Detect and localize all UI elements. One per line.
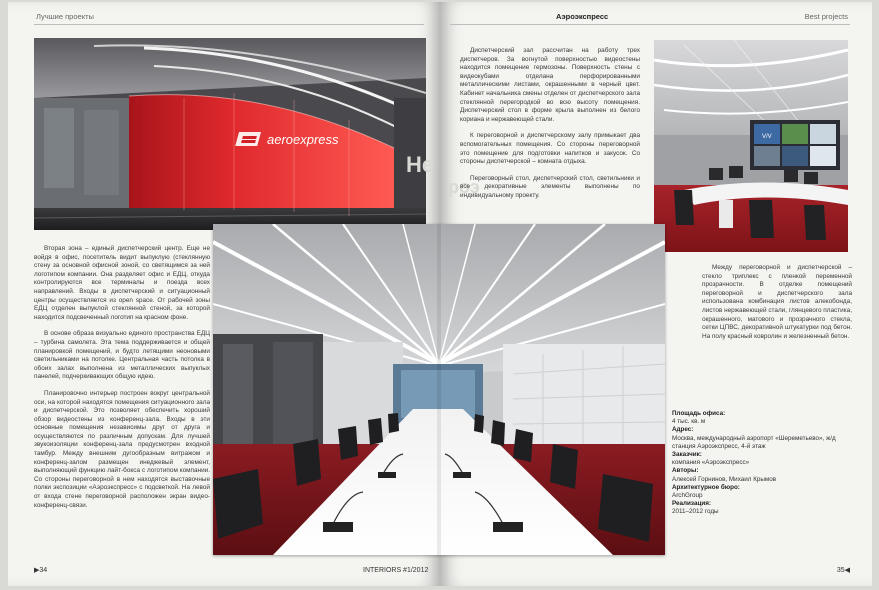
right-top-text-column (460, 47, 640, 209)
photo-dispatch-room (654, 40, 848, 252)
info-item-authors (672, 467, 852, 483)
project-info (672, 410, 852, 517)
info-value: ArchGroup (672, 492, 703, 500)
info-value: компания «Аэроэкспресс» (672, 459, 750, 467)
ghost-headline-left: Не (406, 152, 435, 177)
right-header-section: Best projects (804, 12, 848, 21)
right-header-rule (450, 24, 850, 25)
info-item-address (672, 426, 852, 451)
aeroexpress-logo-text: aeroexpress (267, 132, 339, 147)
dispatch-room-image (654, 40, 848, 252)
conference-room-image (213, 224, 665, 555)
right-paragraph-bottom: Между переговорной и диспетчерской – стекло триплекс с пленкой переменной прозрачности. В отделке помещений переговорной и диспетчерского зала использована комбинация листов алекобонда, листов нержавеющей стали, глянцевого пластика, окрашенного, матового и прозрачного стекла, сетки ЦПВС, декоративной штукатурки под бетон. На полу красный ковролин и железненный бетон. (702, 264, 852, 340)
right-header-project: Аэроэкспресс (556, 12, 609, 21)
info-label: Заказчик: (672, 451, 702, 459)
left-paragraph: Вторая зона – единый диспетчерский центр. Еще не войдя в офис, посетитель видит выпуклую (стеклянную стену за основной офисной зоной, со светящимся за ней логотипом компании. Она разделяет офис и ЕДЦ, откуда контролируются все терминалы и поезда всех направлений. Входы в диспетчерский и ситуационный центры осуществляется из open space. От рабочей зоны ЕДЦ отделен выпуклой стеклянной стеной, за которой находится подсвеченный логотип на красном фоне. (34, 245, 210, 321)
ghost-headline-right: роэ (448, 177, 480, 197)
right-paragraph: Переговорный стол, диспетчерский стол, светильники и все декоративные элементы выполнены по индивидуальному проекту. (460, 174, 640, 199)
left-paragraph: В основе образа визуально единого пространства ЕДЦ – турбина самолета. Эта тема поддерживается и общей планировкой помещений, и будто летящими неоновыми светильниками на потолке. Центральная часть потолка в обоих залах выполнена из металлических выпуклых панелей, подчеркивающих общую идею. (34, 330, 210, 381)
photo-conference-room (213, 224, 665, 555)
info-value: Алексей Горнинов, Михаил Крымов (672, 475, 777, 483)
office-logo-wall-image (34, 38, 426, 230)
info-label: Адрес: (672, 426, 694, 434)
right-page-number: 35◀ (836, 567, 850, 574)
info-item-client (672, 451, 852, 467)
right-bottom-text-column (702, 264, 852, 349)
info-item-bureau (672, 484, 852, 500)
info-label: Площадь офиса: (672, 410, 726, 417)
info-value: Москва, международный аэропорт «Шереметьево», ж/д станция Аэроэкспресс, 4-й этаж (672, 434, 836, 450)
info-item-realization (672, 500, 852, 516)
right-paragraph: К переговорной и диспетчерскому залу примыкает два вспомогательных помещения. Со стороны переговорной это помещение для подготовки напитков и закусок. Со стороны диспетчерской – комната отдыха. (460, 132, 640, 166)
info-label: Авторы: (672, 467, 699, 475)
video-wall-caption: V/V (762, 134, 772, 140)
magazine-issue: INTERIORS #1/2012 (363, 567, 429, 574)
left-text-column (34, 245, 210, 518)
left-page-number: ▶34 (34, 567, 48, 574)
left-header-section: Лучшие проекты (36, 12, 94, 21)
info-label: Реализация: (672, 500, 711, 508)
right-paragraph: Диспетчерский зал рассчитан на работу трех диспетчеров. За вогнутой поверхностью видеостены находится помещение гермозоны. Поверхность стены с видеокубами отделана перфорированными металлическими листами, окрашенными в черный цвет. Кабинет начальника смены отделен от диспетчерского зала стеклянной перегородкой во всю высоту помещения. Диспетчерский стол в форме крыла выполнен из белого кориана и нержавеющей стали. (460, 47, 640, 123)
left-header-rule (34, 24, 424, 25)
left-paragraph: Планировочно интерьер построен вокруг центральной оси, на которой находятся помещения ситуационного зала и диспетчерской. Это позволяет обеспечить хороший обзор видеостены из конференц-зала. Входы в эти основные помещения независимы друг от друга и осуществляются по различным допускам. Для лучшей звукоизоляции конференц-зала предусмотрен входной тамбур. Между внешним дугообразным витражом и конференц-залом размещен инеджевый элемент, выполняющий функцию лайт-бокса с логотипом компании. Со стороны переговорной в нем находятся выставочные полки экспозиции «Аэроэкспресс» с подсветкой. На левой от входа стене переговорной расположен экран видео-конференц-связи. (34, 389, 210, 509)
info-value: 4 тыс. кв. м (672, 418, 706, 426)
photo-office-logo-wall (34, 38, 426, 230)
info-label: Архитектурное бюро: (672, 483, 740, 491)
info-value: 2011–2012 годы (672, 508, 719, 516)
info-item-area (672, 410, 852, 426)
